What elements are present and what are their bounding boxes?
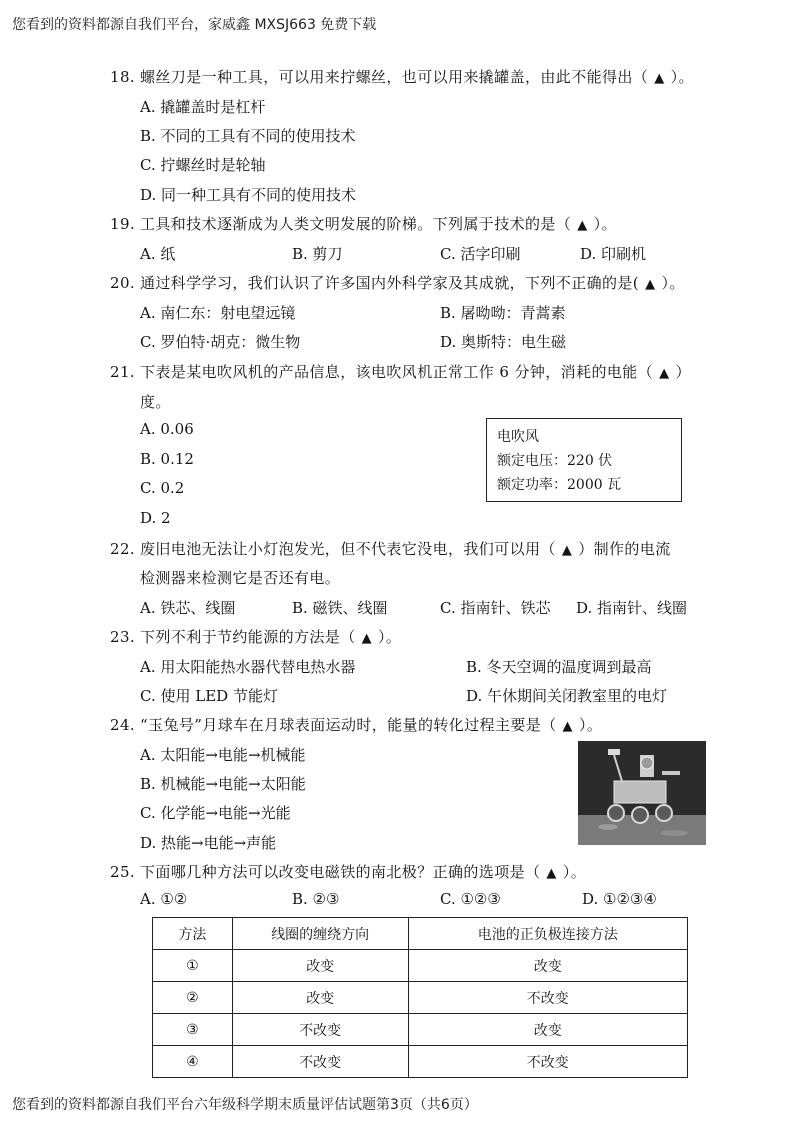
hair-dryer-info-box [486,418,682,502]
option-22-c: C. 指南针、铁芯 [440,599,551,617]
option-24-c: C. 化学能→电能→光能 [140,804,291,822]
option-23-c: C. 使用 LED 节能灯 [140,687,278,705]
question-19-stem: 19. 工具和技术逐渐成为人类文明发展的阶梯。下列属于技术的是（ ▲ ）。 [110,215,617,233]
answer-blank-triangle: ▲ [546,866,557,881]
option-20-d: D. 奥斯特：电生磁 [440,333,567,351]
option-25-a: A. ①② [140,890,188,908]
table-header-method: 方法 [153,918,233,950]
option-20-a: A. 南仁东：射电望远镜 [140,304,296,322]
table-row: ① 改变 改变 [153,950,688,982]
option-18-a: A. 撬罐盖时是杠杆 [140,98,266,116]
question-18-stem: 18. 螺丝刀是一种工具，可以用来拧螺丝，也可以用来撬罐盖，由此不能得出（ ▲ ）。 [110,68,694,86]
question-21-stem-cont: 度。 [140,393,171,411]
table-header-coil-direction: 线圈的缠绕方向 [232,918,408,950]
option-24-d: D. 热能→电能→声能 [140,834,277,852]
option-24-b: B. 机械能→电能→太阳能 [140,775,306,793]
answer-blank-triangle: ▲ [577,218,588,233]
info-title: 电吹风 [497,429,539,445]
option-19-c: C. 活字印刷 [440,245,521,263]
option-24-a: A. 太阳能→电能→机械能 [140,746,306,764]
option-21-a: A. 0.06 [140,420,194,438]
option-19-b: B. 剪刀 [292,245,343,263]
option-19-a: A. 纸 [140,245,176,263]
lunar-rover-photo [578,741,706,845]
question-21-stem: 21. 下表是某电吹风机的产品信息，该电吹风机正常工作 6 分钟，消耗的电能（ ▲ ） [110,363,691,381]
question-23-stem: 23. 下列不利于节约能源的方法是（ ▲ ）。 [110,628,402,646]
watermark-top: 您看到的资料都源自我们平台，家威鑫 MXSJ663 免费下载 [12,17,377,33]
info-power: 额定功率：2000 瓦 [497,477,622,493]
option-18-c: C. 拧螺丝时是轮轴 [140,156,266,174]
option-23-d: D. 午休期间关闭教室里的电灯 [466,687,668,705]
answer-blank-triangle: ▲ [659,366,670,381]
question-24-stem: 24. “玉兔号”月球车在月球表面运动时，能量的转化过程主要是（ ▲ ）。 [110,716,603,734]
answer-blank-triangle: ▲ [562,719,573,734]
option-20-b: B. 屠呦呦：青蒿素 [440,304,566,322]
answer-blank-triangle: ▲ [645,277,656,292]
info-voltage: 额定电压：220 伏 [497,453,613,469]
option-19-d: D. 印刷机 [580,245,647,263]
option-18-b: B. 不同的工具有不同的使用技术 [140,127,356,145]
option-23-a: A. 用太阳能热水器代替电热水器 [140,658,356,676]
table-row: ② 改变 不改变 [153,982,688,1014]
option-22-a: A. 铁芯、线圈 [140,599,236,617]
option-25-d: D. ①②③④ [582,890,657,908]
option-22-d: D. 指南针、线圈 [576,599,688,617]
option-21-c: C. 0.2 [140,479,185,497]
watermark-bottom: 您看到的资料都源自我们平台六年级科学期末质量评估试题第3页（共6页） [12,1097,478,1113]
table-row: ③ 不改变 改变 [153,1014,688,1046]
electromagnet-methods-table [152,917,688,1078]
question-22-stem: 22. 废旧电池无法让小灯泡发光，但不代表它没电，我们可以用（ ▲ ）制作的电流 [110,540,671,558]
question-22-stem-cont: 检测器来检测它是否还有电。 [140,569,341,587]
lunar-rover-illustration [578,741,706,845]
option-21-b: B. 0.12 [140,450,194,468]
answer-blank-triangle: ▲ [561,543,573,558]
table-header-row [153,918,688,950]
table-header-battery-connection: 电池的正负极连接方法 [408,918,687,950]
question-20-stem: 20. 通过科学学习，我们认识了许多国内外科学家及其成就，下列不正确的是( ▲ ）。 [110,274,685,292]
option-21-d: D. 2 [140,509,171,527]
option-25-c: C. ①②③ [440,890,501,908]
option-18-d: D. 同一种工具有不同的使用技术 [140,186,357,204]
option-22-b: B. 磁铁、线圈 [292,599,388,617]
question-25-stem: 25. 下面哪几种方法可以改变电磁铁的南北极？正确的选项是（ ▲ ）。 [110,863,587,881]
option-25-b: B. ②③ [292,890,340,908]
table-row: ④ 不改变 不改变 [153,1046,688,1078]
option-23-b: B. 冬天空调的温度调到最高 [466,658,652,676]
option-20-c: C. 罗伯特·胡克：微生物 [140,333,301,351]
answer-blank-triangle: ▲ [654,71,665,86]
answer-blank-triangle: ▲ [361,631,373,646]
